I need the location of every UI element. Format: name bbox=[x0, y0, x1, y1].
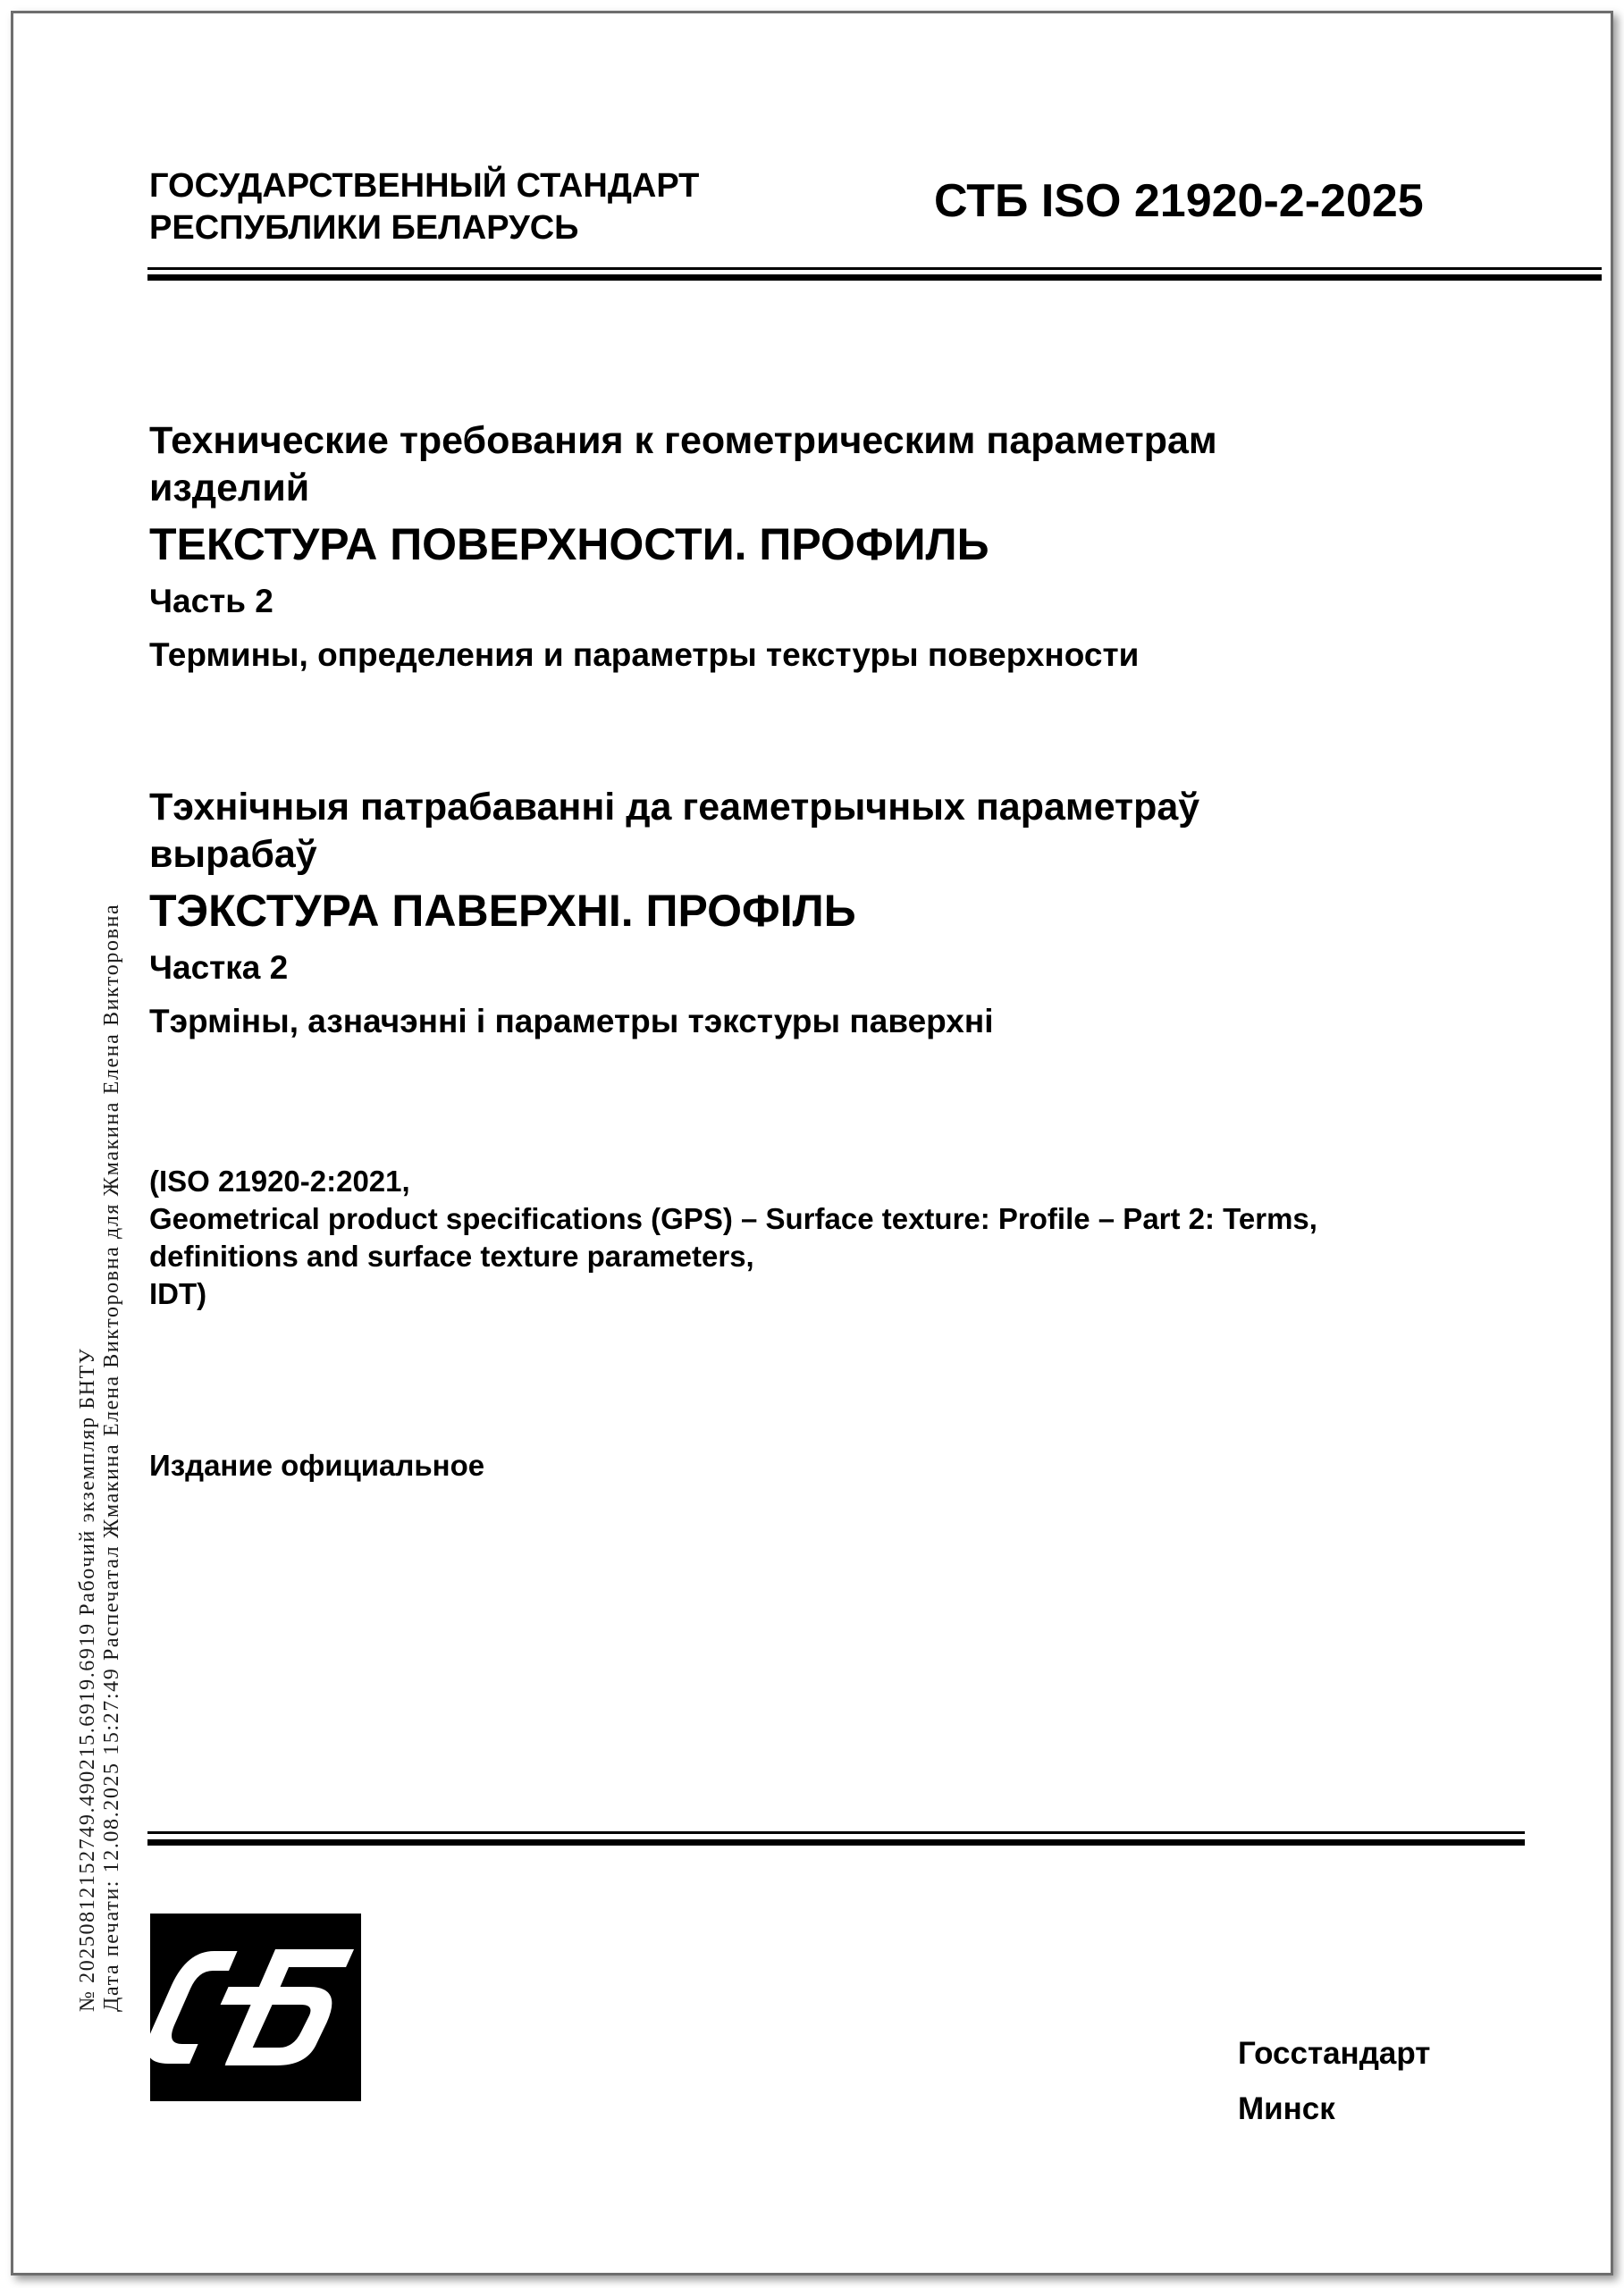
print-stamp bbox=[76, 618, 147, 2012]
document-page bbox=[11, 11, 1613, 2275]
ru-title: ТЕКСТУРА ПОВЕРХНОСТИ. ПРОФИЛЬ bbox=[149, 519, 989, 569]
ru-description: Термины, определения и параметры текстуры поверхности bbox=[149, 636, 1140, 673]
ru-subtitle-line2: изделий bbox=[149, 467, 310, 509]
footer-rule-thick bbox=[147, 1839, 1525, 1846]
print-stamp-line2: Дата печати: 12.08.2025 15:27:49 Распечатал Жмакина Елена Викторовна для Жмакина Елена Викторовна bbox=[100, 903, 123, 2012]
standard-designation: СТБ ISO 21920-2-2025 bbox=[934, 175, 1424, 227]
print-stamp-line1: № 20250812152749.490215.6919.6919 Рабочий экземпляр БНТУ bbox=[76, 1347, 99, 2012]
belarusian-title-block bbox=[149, 784, 1544, 1041]
header-rule-thin bbox=[147, 267, 1602, 270]
by-title: ТЭКСТУРА ПАВЕРХНІ. ПРОФІЛЬ bbox=[149, 886, 856, 936]
ru-subtitle-line1: Технические требования к геометрическим параметрам bbox=[149, 419, 1217, 462]
by-description: Тэрміны, азначэнні і параметры тэкстуры паверхні bbox=[149, 1003, 994, 1039]
footer-rule-thin bbox=[147, 1831, 1525, 1834]
publisher-city: Минск bbox=[1238, 2091, 1335, 2126]
publisher bbox=[1238, 2026, 1430, 2137]
iso-line1: (ISO 21920-2:2021, bbox=[149, 1165, 410, 1198]
by-subtitle-line2: вырабаў bbox=[149, 833, 317, 876]
ru-part: Часть 2 bbox=[149, 583, 273, 619]
by-part: Частка 2 bbox=[149, 949, 289, 986]
stb-logo-icon bbox=[150, 1914, 361, 2101]
iso-line3: definitions and surface texture parameters, bbox=[149, 1240, 754, 1273]
state-standard-line1: ГОСУДАРСТВЕННЫЙ СТАНДАРТ bbox=[149, 167, 700, 205]
header-state-standard bbox=[149, 165, 699, 249]
russian-title-block bbox=[149, 417, 1544, 675]
edition-label: Издание официальное bbox=[149, 1449, 485, 1482]
state-standard-line2: РЕСПУБЛИКИ БЕЛАРУСЬ bbox=[149, 209, 579, 247]
iso-line4: IDT) bbox=[149, 1277, 207, 1310]
iso-line2: Geometrical product specifications (GPS) – Surface texture: Profile – Part 2: Terms, bbox=[149, 1202, 1317, 1235]
publisher-org: Госстандарт bbox=[1238, 2036, 1431, 2071]
stb-logo-svg bbox=[150, 1914, 361, 2101]
iso-reference bbox=[149, 1163, 1544, 1313]
header-rule-thick bbox=[147, 274, 1602, 281]
by-subtitle-line1: Тэхнічныя патрабаванні да геаметрычных параметраў bbox=[149, 786, 1200, 829]
